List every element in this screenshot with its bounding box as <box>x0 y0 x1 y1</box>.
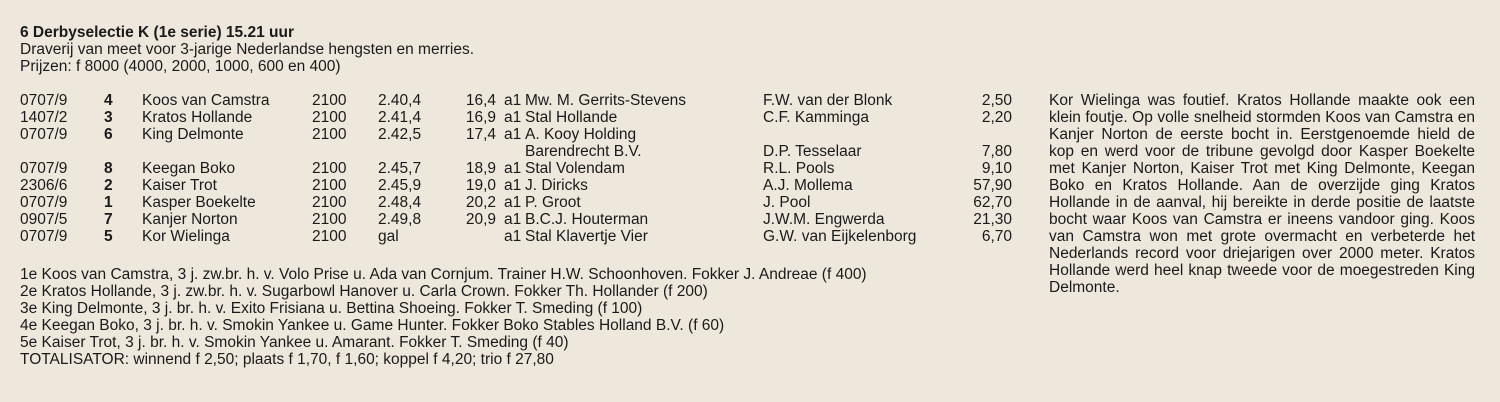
km-time: 2.48,4 <box>378 194 422 211</box>
class-mark: a1 <box>504 194 522 211</box>
form-code: 0707/9 <box>20 194 68 211</box>
owner-name: B.C.J. Houterman <box>525 211 649 228</box>
km-time: 2.45,7 <box>378 160 422 177</box>
driver-name: F.W. van der Blonk <box>763 92 893 109</box>
summary-line: 3e King Delmonte, 3 j. br. h. v. Exito Frisiana u. Bettina Shoeing. Fokker T. Smeding (f 100) <box>20 300 643 317</box>
owner-name: Stal Volendam <box>525 160 625 177</box>
owner-name: Mw. M. Gerrits-Stevens <box>525 92 687 109</box>
win-payout: 6,70 <box>981 228 1012 245</box>
km-time: gal <box>378 228 399 245</box>
km-odds: 20,2 <box>465 194 496 211</box>
class-mark: a1 <box>504 109 522 126</box>
distance: 2100 <box>312 109 347 126</box>
horse-name: Koos van Camstra <box>142 92 270 109</box>
driver-name: C.F. Kamminga <box>763 109 869 126</box>
owner-name: A. Kooy Holding <box>525 126 637 143</box>
distance: 2100 <box>312 228 347 245</box>
class-mark: a1 <box>504 126 522 143</box>
horse-name: Kaiser Trot <box>142 177 217 194</box>
distance: 2100 <box>312 194 347 211</box>
race-description: Draverij van meet voor 3-jarige Nederlandse hengsten en merries. <box>20 41 475 58</box>
horse-name: Kratos Hollande <box>142 109 253 126</box>
race-header <box>20 24 474 75</box>
km-time: 2.42,5 <box>378 126 422 143</box>
km-odds: 18,9 <box>465 160 496 177</box>
owner-name: Barendrecht B.V. <box>525 143 642 160</box>
driver-name: A.J. Mollema <box>763 177 853 194</box>
km-time: 2.40,4 <box>378 92 422 109</box>
start-number: 1 <box>104 194 113 211</box>
horse-name: Kasper Boekelte <box>142 194 256 211</box>
summary-line: 4e Keegan Boko, 3 j. br. h. v. Smokin Yankee u. Game Hunter. Fokker Boko Stables Holland B.V. (f 60) <box>20 317 725 334</box>
class-mark: a1 <box>504 228 522 245</box>
win-payout: 62,70 <box>973 194 1012 211</box>
km-odds: 16,9 <box>465 109 496 126</box>
distance: 2100 <box>312 177 347 194</box>
owner-name: J. Diricks <box>525 177 588 194</box>
win-payout: 9,10 <box>981 160 1012 177</box>
form-code: 0907/5 <box>20 211 68 228</box>
form-code: 0707/9 <box>20 228 68 245</box>
km-odds: 20,9 <box>465 211 496 228</box>
owner-name: Stal Hollande <box>525 109 618 126</box>
horse-name: King Delmonte <box>142 126 244 143</box>
owner-name: P. Groot <box>525 194 581 211</box>
class-mark: a1 <box>504 160 522 177</box>
driver-name: J.W.M. Engwerda <box>763 211 885 228</box>
class-mark: a1 <box>504 92 522 109</box>
driver-name: R.L. Pools <box>763 160 835 177</box>
win-payout: 21,30 <box>973 211 1012 228</box>
driver-name: G.W. van Eijkelenborg <box>763 228 917 245</box>
summary-line: 5e Kaiser Trot, 3 j. br. h. v. Smokin Yankee u. Amarant. Fokker T. Smeding (f 40) <box>20 334 569 351</box>
class-mark: a1 <box>504 211 522 228</box>
placings-summary <box>20 266 867 368</box>
form-code: 1407/2 <box>20 109 68 126</box>
distance: 2100 <box>312 211 347 228</box>
distance: 2100 <box>312 160 347 177</box>
start-number: 4 <box>104 92 113 109</box>
start-number: 6 <box>104 126 113 143</box>
distance: 2100 <box>312 126 347 143</box>
race-commentary: Kor Wielinga was foutief. Kratos Hollande maakte ook een klein foutje. Op volle snelheid stormden Koos van Camstra en Kanjer Norton de eerste bocht in. Eerstgenoemde hield de kop en werd voor de tribune gevolgd door Kasper Boekelte met Kanjer Norton, Kaiser Trot met King Delmonte, Keegan Boko en Kratos Hollande. Aan de overzijde ging Kratos Hollande in de aanval, hij bereikte in derde positie de laatste bocht waar Koos van Camstra er ineens vandoor ging. Koos van Camstra won met grote overmacht en verbeterde het Nederlands record voor driejarigen over 2000 meter. Kratos Hollande werd heel knap tweede voor de moegestreden King Delmonte. <box>1049 92 1475 296</box>
race-prizes: Prijzen: f 8000 (4000, 2000, 1000, 600 en 400) <box>20 58 341 75</box>
win-payout: 2,20 <box>981 109 1012 126</box>
win-payout: 2,50 <box>981 92 1012 109</box>
summary-line: TOTALISATOR: winnend f 2,50; plaats f 1,70, f 1,60; koppel f 4,20; trio f 27,80 <box>20 351 554 368</box>
start-number: 2 <box>104 177 113 194</box>
start-number: 8 <box>104 160 113 177</box>
km-time: 2.45,9 <box>378 177 422 194</box>
start-number: 3 <box>104 109 113 126</box>
race-title: 6 Derbyselectie K (1e serie) 15.21 uur <box>20 24 294 41</box>
driver-name: J. Pool <box>763 194 811 211</box>
summary-line: 1e Koos van Camstra, 3 j. zw.br. h. v. Volo Prise u. Ada van Cornjum. Trainer H.W. Schoonhoven. Fokker J. Andreae (f 400) <box>20 266 867 283</box>
class-mark: a1 <box>504 177 522 194</box>
form-code: 0707/9 <box>20 126 68 143</box>
km-odds: 16,4 <box>465 92 496 109</box>
horse-name: Keegan Boko <box>142 160 236 177</box>
owner-name: Stal Klavertje Vier <box>525 228 648 245</box>
km-odds: 17,4 <box>465 126 496 143</box>
horse-name: Kor Wielinga <box>142 228 230 245</box>
km-time: 2.49,8 <box>378 211 422 228</box>
driver-name: D.P. Tesselaar <box>763 143 862 160</box>
summary-line: 2e Kratos Hollande, 3 j. zw.br. h. v. Sugarbowl Hanover u. Carla Crown. Fokker Th. Hollander (f 200) <box>20 283 708 300</box>
win-payout: 7,80 <box>981 143 1012 160</box>
km-time: 2.41,4 <box>378 109 422 126</box>
horse-name: Kanjer Norton <box>142 211 238 228</box>
form-code: 0707/9 <box>20 92 68 109</box>
start-number: 5 <box>104 228 113 245</box>
distance: 2100 <box>312 92 347 109</box>
start-number: 7 <box>104 211 113 228</box>
form-code: 0707/9 <box>20 160 68 177</box>
km-odds: 19,0 <box>465 177 496 194</box>
form-code: 2306/6 <box>20 177 68 194</box>
win-payout: 57,90 <box>973 177 1012 194</box>
